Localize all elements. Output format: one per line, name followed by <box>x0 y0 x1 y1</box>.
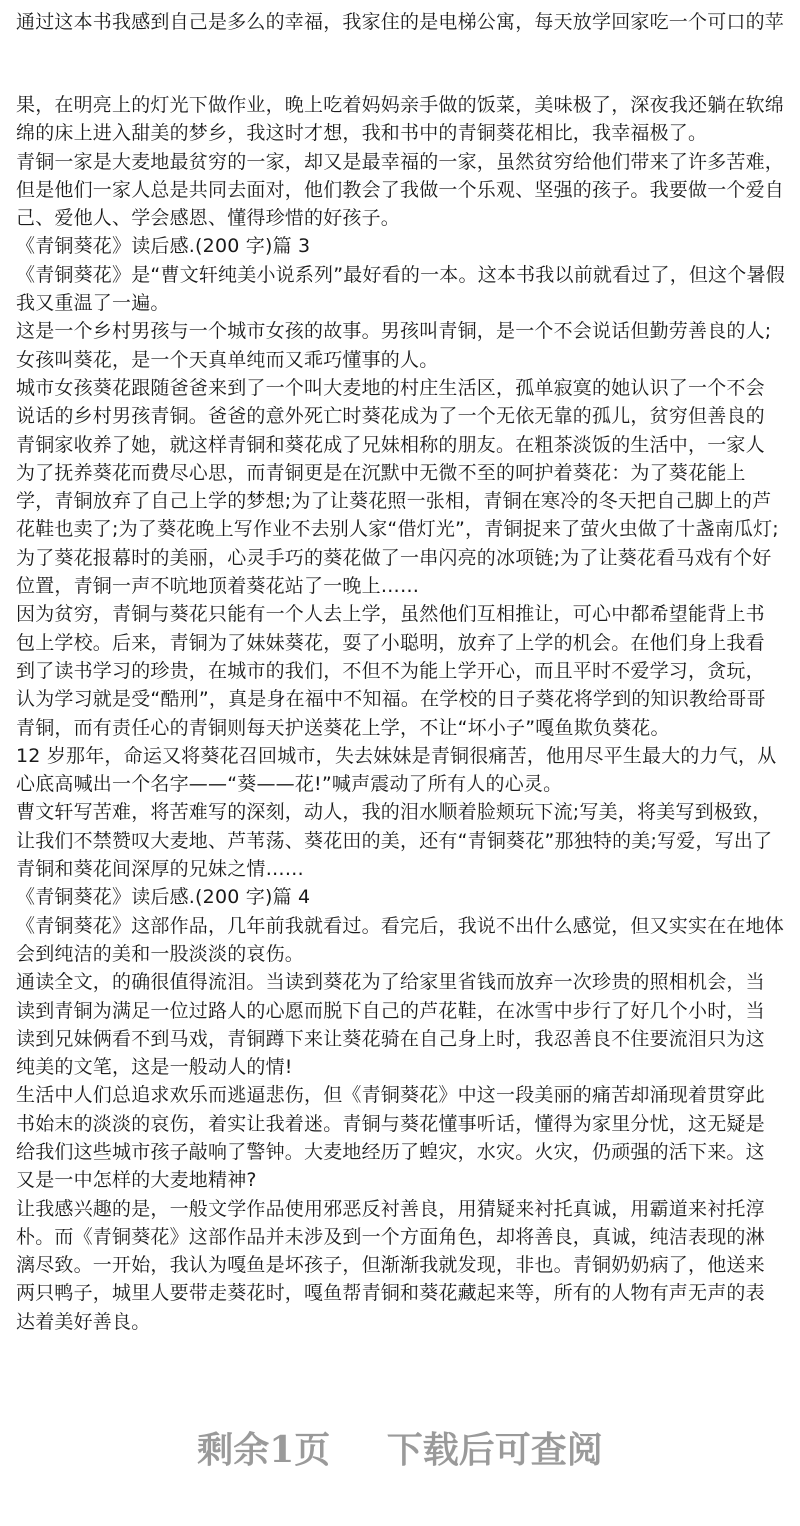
text-line: 青铜家收养了她，就这样青铜和葵花成了兄妹相称的朋友。在粗茶淡饭的生活中，一家人 <box>16 433 765 456</box>
download-prompt <box>0 1422 800 1473</box>
text-line: 会到纯洁的美和一股淡淡的哀伤。 <box>16 942 305 965</box>
text-line: 果，在明亮上的灯光下做作业，晚上吃着妈妈亲手做的饭菜，美味极了，深夜我还躺在软绵 <box>16 94 785 116</box>
remaining-pages-label: 剩余1页 <box>197 1429 331 1471</box>
text-line: 纯美的文笔，这是一般动人的情! <box>16 1056 293 1079</box>
document-body <box>0 91 800 1336</box>
text-line: 但是他们一家人总是共同去面对，他们教会了我做一个乐观、坚强的孩子。我要做一个爱自 <box>16 178 785 201</box>
text-line: 给我们这些城市孩子敲响了警钟。大麦地经历了蝗灾，水灾。火灾，仍顽强的活下来。这 <box>16 1140 765 1163</box>
text-line: 达着美好善良。 <box>16 1310 151 1333</box>
text-line: 读到青铜为满足一位过路人的心愿而脱下自己的芦花鞋，在冰雪中步行了好几个小时，当 <box>16 999 765 1022</box>
text-line: 己、爱他人、学会感恩、懂得珍惜的好孩子。 <box>16 207 401 230</box>
text-line: 因为贫穷，青铜与葵花只能有一个人去上学，虽然他们互相推让，可心中都希望能背上书 <box>16 603 765 626</box>
text-line: 读到兄妹俩看不到马戏，青铜蹲下来让葵花骑在自己身上时，我忍善良不住要流泪只为这 <box>16 1027 765 1050</box>
text-line: 这是一个乡村男孩与一个城市女孩的故事。男孩叫青铜，是一个不会说话但勤劳善良的人; <box>16 320 772 343</box>
text-line: 让我们不禁赞叹大麦地、芦苇荡、葵花田的美，还有“青铜葵花”那独特的美;写爱，写出了 <box>16 829 773 852</box>
text-line: 《青铜葵花》是“曹文轩纯美小说系列”最好看的一本。这本书我以前就看过了，但这个暑假 <box>16 263 785 286</box>
text-line: 《青铜葵花》这部作品，几年前我就看过。看完后，我说不出什么感觉，但又实实在在地体 <box>16 914 785 937</box>
text-line: 为了抚养葵花而费尽心思，而青铜更是在沉默中无微不至的呵护着葵花：为了葵花能上 <box>16 461 746 484</box>
text-line: 城市女孩葵花跟随爸爸来到了一个叫大麦地的村庄生活区，孤单寂寞的她认识了一个不会 <box>16 376 765 399</box>
text-line: 到了读书学习的珍贵，在城市的我们，不但不为能上学开心，而且平时不爱学习，贪玩， <box>16 659 765 682</box>
text-line: 让我感兴趣的是，一般文学作品使用邪恶反衬善良，用猜疑来衬托真诚，用霸道来衬托淳 <box>16 1197 765 1220</box>
text-line: 女孩叫葵花，是一个天真单纯而又乖巧懂事的人。 <box>16 348 439 371</box>
text-line: 《青铜葵花》读后感.(200 字)篇 4 <box>16 886 311 909</box>
text-line: 书始末的淡淡的哀伤，着实让我着迷。青铜与葵花懂事听话，懂得为家里分忧，这无疑是 <box>16 1112 765 1135</box>
text-line: 心底高喊出一个名字——“葵——花!”喊声震动了所有人的心灵。 <box>16 773 563 796</box>
text-line: 通读全文，的确很值得流泪。当读到葵花为了给家里省钱而放弃一次珍贵的照相机会，当 <box>16 971 765 994</box>
text-line: 为了葵花报幕时的美丽，心灵手巧的葵花做了一串闪亮的冰项链;为了让葵花看马戏有个好 <box>16 546 772 569</box>
text-line: 青铜，而有责任心的青铜则每天护送葵花上学，不让“坏小子”嘎鱼欺负葵花。 <box>16 716 670 739</box>
text-line: 位置，青铜一声不吭地顶着葵花站了一晚上…… <box>16 575 420 598</box>
download-to-view-link[interactable]: 下载后可查阅 <box>386 1429 603 1471</box>
text-line: 两只鸭子，城里人要带走葵花时，嘎鱼帮青铜和葵花藏起来等，所有的人物有声无声的表 <box>16 1282 765 1305</box>
text-line: 又是一中怎样的大麦地精神? <box>16 1169 257 1192</box>
text-line: 绵的床上进入甜美的梦乡，我这时才想，我和书中的青铜葵花相比，我幸福极了。 <box>16 122 708 145</box>
text-line: 通过这本书我感到自己是多么的幸福，我家住的是电梯公寓，每天放学回家吃一个可口的苹 <box>16 11 785 33</box>
text-line: 曹文轩写苦难，将苦难写的深刻，动人，我的泪水顺着脸颊玩下流;写美，将美写到极致， <box>16 801 772 824</box>
text-line: 说话的乡村男孩青铜。爸爸的意外死亡时葵花成为了一个无依无靠的孤儿，贫穷但善良的 <box>16 405 765 428</box>
text-line: 包上学校。后来，青铜为了妹妹葵花，耍了小聪明，放弃了上学的机会。在他们身上我看 <box>16 631 765 654</box>
text-line: 青铜和葵花间深厚的兄妹之情…… <box>16 858 305 881</box>
text-line: 我又重温了一遍。 <box>16 292 170 315</box>
text-line: 漓尽致。一开始，我认为嘎鱼是坏孩子，但渐渐我就发现，非也。青铜奶奶病了，他送来 <box>16 1254 765 1277</box>
text-line: 认为学习就是受“酷刑”，真是身在福中不知福。在学校的日子葵花将学到的知识教给哥哥 <box>16 688 766 711</box>
text-line: 《青铜葵花》读后感.(200 字)篇 3 <box>16 235 311 258</box>
text-line: 青铜一家是大麦地最贫穷的一家，却又是最幸福的一家，虽然贫穷给他们带来了许多苦难， <box>16 150 785 173</box>
text-line: 生活中人们总追求欢乐而逃逼悲伤，但《青铜葵花》中这一段美丽的痛苦却涌现着贯穿此 <box>16 1084 765 1107</box>
text-line: 朴。而《青铜葵花》这部作品并未涉及到一个方面角色，却将善良，真诚，纯洁表现的淋 <box>16 1225 765 1248</box>
text-line: 花鞋也卖了;为了葵花晚上写作业不去别人家“借灯光”，青铜捉来了萤火虫做了十盏南瓜灯; <box>16 518 779 541</box>
text-line: 学，青铜放弃了自己上学的梦想;为了让葵花照一张相，青铜在寒冷的冬天把自己脚上的芦 <box>16 490 772 513</box>
text-line: 12 岁那年，命运又将葵花召回城市，失去妹妹是青铜很痛苦，他用尽平生最大的力气，从 <box>16 744 777 767</box>
